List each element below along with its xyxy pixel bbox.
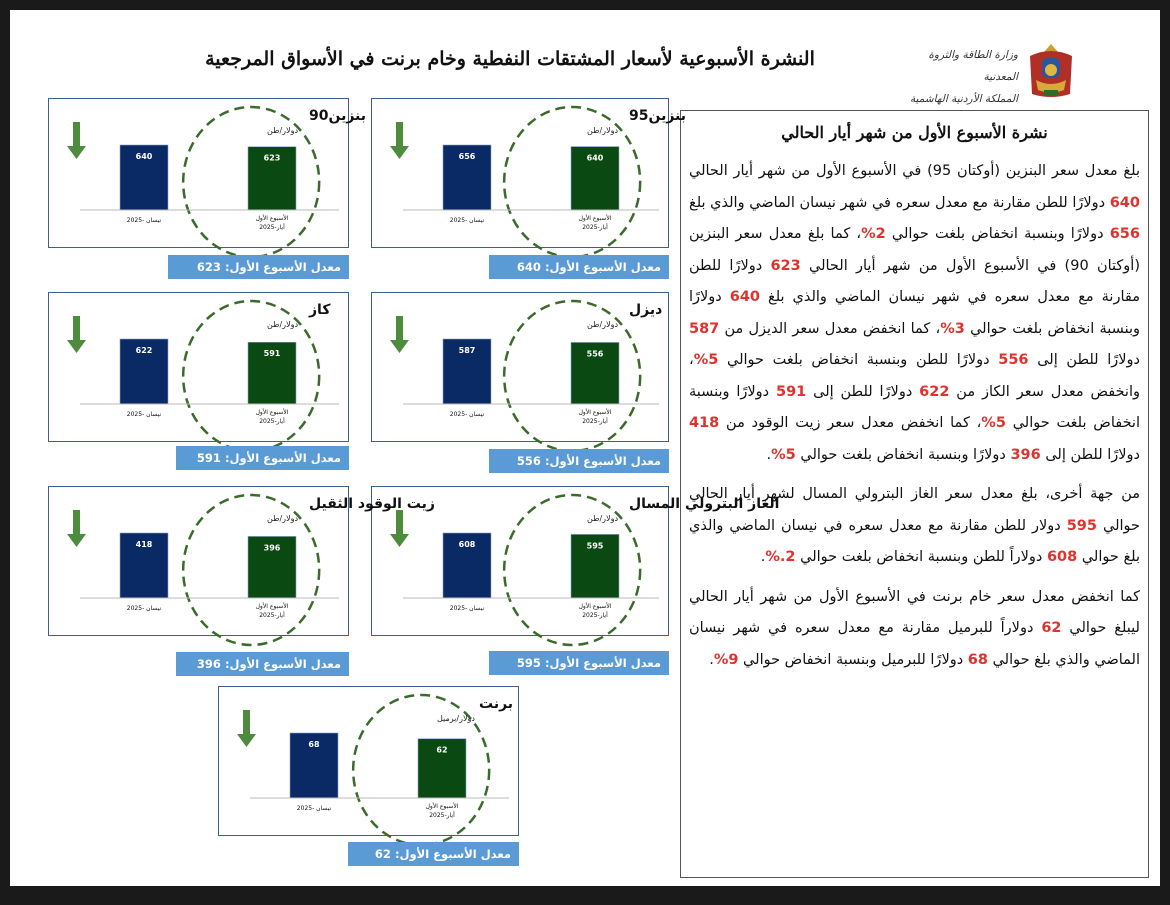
ministry-line-1: وزارة الطاقة والثروة المعدنية — [928, 49, 1018, 83]
paragraph-text: دولارًا وبنسبة انخفاض بلغت حوالي — [795, 446, 1011, 463]
chart-unit: دولار/طن — [267, 320, 299, 329]
bulletin-textbox — [680, 110, 1149, 878]
bar-value-label: 68 — [308, 740, 320, 749]
paragraph-text: دولارًا وبنسبة انخفاض بلغت حوالي — [689, 383, 1140, 431]
chart-frame — [372, 99, 669, 248]
price-chart-panel — [218, 686, 519, 838]
paragraph-text: دولارًا للطن وبنسبة انخفاض بلغت حوالي — [718, 352, 999, 368]
highlighted-value: 396 — [1010, 446, 1041, 463]
category-label: نيسان -2025 — [449, 411, 485, 418]
paragraph-text: ، كما بلغ معدل سعر البنزين (أوكتان 90) في الأسبوع الأول من شهر أيار الحالي — [689, 226, 1140, 274]
category-label: أيار-2025 — [259, 612, 285, 619]
bar-value-label: 656 — [458, 152, 476, 161]
paragraph-text: دولاراً للطن وبنسبة انخفاض بلغت حوالي — [795, 549, 1047, 565]
paragraph-text: دولارًا للطن إلى — [1040, 446, 1140, 463]
chart-title: بنزين90 — [309, 108, 367, 124]
category-label: نيسان -2025 — [126, 217, 162, 224]
category-label: أيار-2025 — [429, 812, 455, 819]
ministry-line-2: المملكة الأردنية الهاشمية — [909, 93, 1018, 105]
weekly-average-label: معدل الأسبوع الأول: 396 — [176, 652, 349, 676]
highlighted-value: 5% — [981, 415, 1006, 431]
highlighted-value: 640 — [729, 289, 761, 305]
category-label: أيار-2025 — [259, 224, 285, 231]
weekly-average-label: معدل الأسبوع الأول: 623 — [168, 255, 349, 279]
price-chart-panel — [371, 292, 669, 444]
paragraph-text: بلغ معدل سعر البنزين (أوكتان 95) في الأسبوع الأول من شهر أيار الحالي — [689, 163, 1140, 179]
bar-value-label: 62 — [436, 745, 448, 755]
price-chart — [48, 486, 435, 638]
paragraph-text: دولارًا للطن إلى — [806, 383, 920, 400]
bulletin-paragraph-2 — [689, 479, 1140, 574]
price-chart-panel — [48, 486, 435, 638]
bulletin-page — [10, 10, 1160, 886]
highlighted-value: 5% — [771, 446, 796, 463]
bulletin-paragraph-1 — [689, 156, 1140, 471]
highlighted-value: 62 — [1041, 620, 1062, 636]
bar-value-label: 591 — [263, 349, 281, 359]
chart-title: بنزين95 — [629, 108, 687, 124]
paragraph-text: كما انخفض معدل سعر خام برنت في الأسبوع الأول من شهر أيار الحالي ليبلغ حوالي — [689, 588, 1140, 636]
highlighted-value: 3% — [940, 320, 965, 337]
paragraph-text: . — [760, 549, 766, 565]
weekly-average-label: معدل الأسبوع الأول: 556 — [489, 449, 669, 473]
category-label: الأسبوع الأول — [578, 215, 612, 222]
highlighted-value: 591 — [775, 383, 807, 400]
price-chart — [371, 292, 669, 444]
highlighted-value: 68 — [967, 651, 988, 668]
category-label: أيار-2025 — [582, 612, 608, 619]
chart-unit: دولار/برميل — [437, 714, 475, 723]
paragraph-text: دولارًا للطن مقارنة مع معدل سعره في شهر نيسان الماضي والذي بلغ — [689, 257, 1140, 305]
page-title: النشرة الأسبوعية لأسعار المشتقات النفطية وخام برنت في الأسواق المرجعية — [205, 48, 815, 70]
bar-value-label: 640 — [135, 152, 153, 161]
price-chart — [218, 686, 519, 838]
highlighted-value: 608 — [1046, 549, 1078, 565]
category-label: الأسبوع الأول — [255, 603, 289, 610]
category-label: الأسبوع الأول — [255, 409, 289, 416]
paragraph-text: من جهة أخرى، بلغ معدل سعر الغاز البترولي المسال لشهر أيار الحالي حوالي — [689, 486, 1140, 534]
chart-frame — [219, 687, 519, 836]
category-label: أيار-2025 — [259, 418, 285, 425]
ministry-name — [906, 44, 1018, 110]
paragraph-text: ، كما انخفض معدل سعر الديزل من — [719, 320, 941, 337]
chart-title: الغاز البترولي المسال — [629, 496, 780, 512]
chart-unit: دولار/طن — [267, 126, 299, 135]
paragraph-text: دولارًا وبنسبة انخفاض بلغت حوالي — [885, 226, 1110, 242]
highlighted-value: 9% — [713, 651, 739, 668]
highlighted-value: 2.% — [765, 549, 796, 565]
paragraph-text: . — [709, 651, 714, 668]
highlighted-value: 587 — [689, 320, 720, 337]
category-label: نيسان -2025 — [126, 411, 162, 418]
chart-frame — [49, 99, 349, 248]
category-label: نيسان -2025 — [126, 605, 162, 612]
category-label: نيسان -2025 — [449, 605, 485, 612]
bulletin-paragraph-3 — [689, 582, 1140, 677]
highlighted-value: 5% — [693, 352, 719, 368]
highlighted-value: 622 — [919, 383, 950, 400]
bulletin-heading: نشرة الأسبوع الأول من شهر أيار الحالي — [781, 123, 1048, 142]
bar-value-label: 622 — [135, 346, 153, 355]
chart-title: زيت الوقود الثقيل — [309, 496, 435, 512]
highlighted-value: 623 — [770, 257, 801, 274]
bar-value-label: 640 — [586, 153, 604, 163]
chart-title: ديزل — [629, 302, 663, 318]
bar-value-label: 418 — [135, 540, 153, 549]
price-chart — [48, 98, 367, 250]
category-label: أيار-2025 — [582, 224, 608, 231]
chart-frame — [49, 487, 349, 636]
chart-title: برنت — [479, 696, 514, 712]
highlighted-value: 640 — [1109, 194, 1140, 211]
highlighted-value: 595 — [1066, 517, 1097, 534]
category-label: الأسبوع الأول — [578, 409, 612, 416]
price-chart — [371, 98, 687, 250]
chart-frame — [372, 293, 669, 442]
chart-frame — [49, 293, 349, 442]
bar-value-label: 587 — [458, 346, 476, 355]
bar-value-label: 556 — [586, 349, 604, 359]
paragraph-text: ، كما انخفض معدل سعر زيت الوقود من — [719, 415, 982, 431]
chart-unit: دولار/طن — [587, 126, 619, 135]
price-chart-panel — [371, 98, 687, 250]
chart-title: كاز — [309, 302, 331, 318]
highlighted-value: 2% — [861, 226, 886, 242]
highlighted-value: 656 — [1109, 226, 1140, 242]
category-label: الأسبوع الأول — [425, 803, 459, 810]
paragraph-text: دولاراً للبرميل مقارنة مع معدل سعره في شهر نيسان الماضي والذي بلغ حوالي — [689, 620, 1140, 668]
price-chart — [48, 292, 349, 444]
weekly-average-label: معدل الأسبوع الأول: 62 — [348, 842, 519, 866]
chart-unit: دولار/طن — [587, 514, 619, 523]
category-label: نيسان -2025 — [296, 805, 332, 812]
weekly-average-label: معدل الأسبوع الأول: 640 — [489, 255, 669, 279]
bar-value-label: 608 — [458, 540, 476, 549]
weekly-average-label: معدل الأسبوع الأول: 595 — [489, 651, 669, 675]
paragraph-text: ، وانخفض معدل سعر الكاز من — [689, 352, 1140, 400]
highlighted-value: 556 — [998, 352, 1029, 368]
bar-value-label: 396 — [263, 543, 281, 553]
category-label: الأسبوع الأول — [255, 215, 289, 222]
category-label: أيار-2025 — [582, 418, 608, 425]
chart-unit: دولار/طن — [587, 320, 619, 329]
paragraph-text: دولار للطن مقارنة مع معدل سعره في نيسان الماضي والذي بلغ حوالي — [689, 517, 1140, 565]
price-chart-panel — [48, 292, 349, 444]
bar-value-label: 595 — [586, 541, 604, 551]
paragraph-text: دولارًا للطن إلى — [1028, 352, 1140, 368]
jordan-coat-of-arms-logo — [1022, 40, 1080, 102]
highlighted-value: 418 — [689, 415, 720, 431]
bar-value-label: 623 — [263, 153, 281, 163]
paragraph-text: . — [766, 446, 772, 463]
chart-unit: دولار/طن — [267, 514, 299, 523]
category-label: نيسان -2025 — [449, 217, 485, 224]
paragraph-text: دولارًا للبرميل وبنسبة انخفاض حوالي — [738, 651, 968, 668]
price-chart-panel — [48, 98, 367, 250]
paragraph-text: دولارًا للطن مقارنة مع معدل سعره في شهر نيسان الماضي والذي بلغ — [689, 194, 1110, 211]
weekly-average-label: معدل الأسبوع الأول: 591 — [176, 446, 349, 470]
paragraph-text: دولارًا وبنسبة انخفاض بلغت حوالي — [689, 289, 1140, 337]
category-label: الأسبوع الأول — [578, 603, 612, 610]
